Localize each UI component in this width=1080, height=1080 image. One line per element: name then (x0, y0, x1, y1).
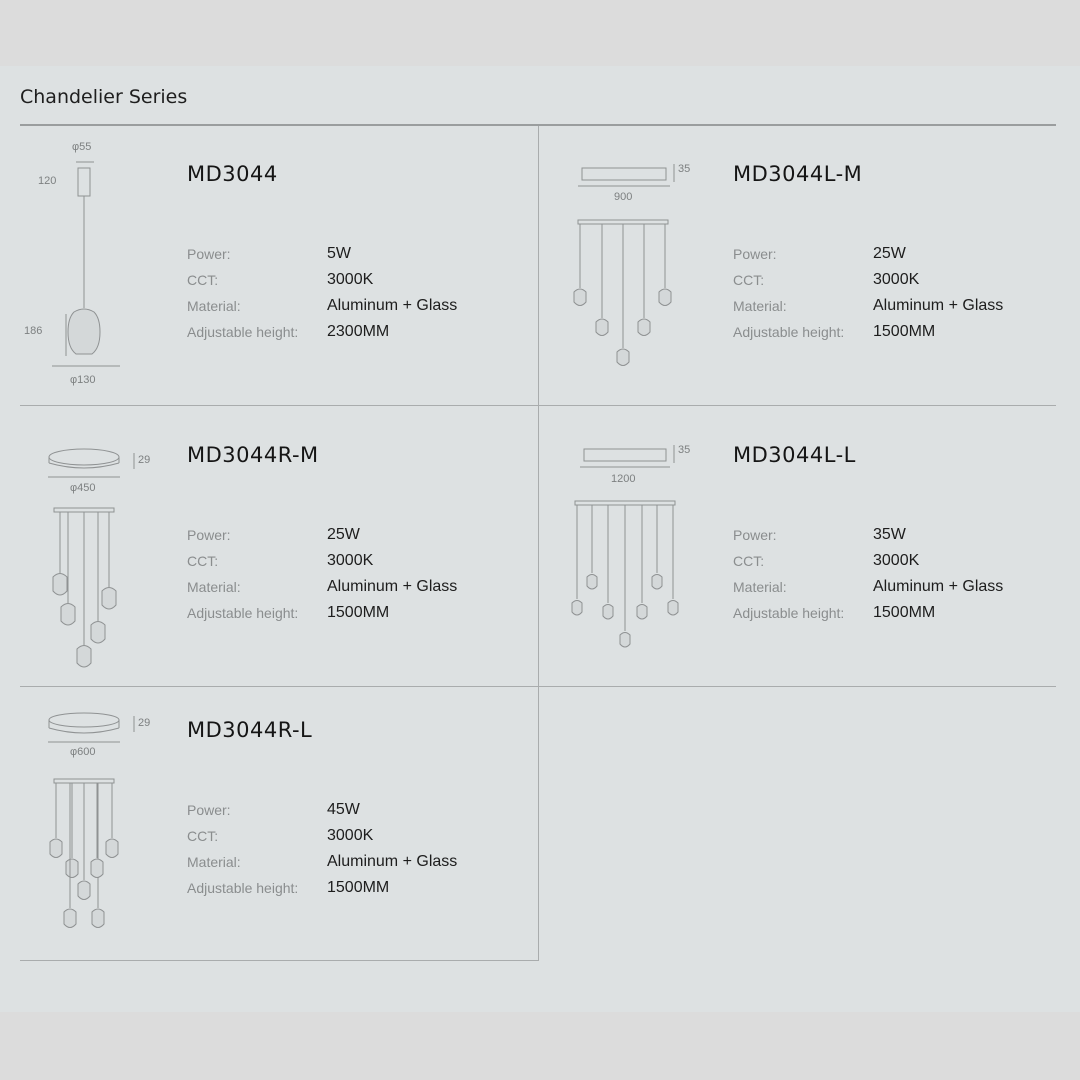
spec-label: Adjustable height: (733, 324, 845, 340)
spec-value: Aluminum + Glass (327, 578, 458, 595)
spec-label: Power: (733, 527, 777, 543)
shade-height-label: 186 (24, 325, 43, 337)
spec-label: Material: (733, 298, 787, 314)
product-card-md3044r-m (20, 407, 538, 687)
spec-value: 3000K (873, 552, 920, 569)
length-label: 900 (614, 191, 633, 203)
spec-label: Material: (187, 579, 241, 595)
product-model: MD3044L-L (733, 443, 856, 467)
product-model: MD3044R-L (187, 718, 313, 742)
product-card-md3044 (20, 126, 538, 406)
thickness-label: 35 (678, 163, 691, 175)
spec-label: Adjustable height: (187, 880, 299, 896)
product-card-md3044l-l (566, 407, 1080, 687)
spec-label: Material: (733, 579, 787, 595)
page-title: Chandelier Series (20, 86, 188, 108)
thickness-label: 29 (138, 717, 151, 729)
spec-label: CCT: (733, 553, 765, 569)
spec-value: 2300MM (327, 323, 390, 340)
spec-value: 1500MM (327, 879, 390, 896)
spec-value: 3000K (873, 271, 920, 288)
top-diameter-label: φ55 (72, 141, 92, 153)
spec-label: CCT: (187, 272, 219, 288)
spec-label: CCT: (187, 828, 219, 844)
spec-value: 45W (327, 801, 360, 818)
linear-5-pendant-drawing (566, 126, 706, 376)
spec-label: Adjustable height: (187, 605, 299, 621)
spec-label: CCT: (733, 272, 765, 288)
spec-label: Adjustable height: (733, 605, 845, 621)
spec-value: 25W (873, 245, 906, 262)
spec-label: Adjustable height: (187, 324, 299, 340)
thickness-label: 35 (678, 444, 691, 456)
diameter-label: φ600 (70, 746, 96, 758)
product-model: MD3044L-M (733, 162, 863, 186)
product-model: MD3044R-M (187, 443, 319, 467)
spec-value: 1500MM (873, 604, 936, 621)
spec-label: Power: (187, 802, 231, 818)
spec-value: Aluminum + Glass (327, 297, 458, 314)
spec-value: 35W (873, 526, 906, 543)
linear-7-pendant-drawing (566, 407, 706, 657)
spec-value: 3000K (327, 827, 374, 844)
spec-value: 3000K (327, 552, 374, 569)
single-pendant-drawing (20, 126, 150, 396)
spec-label: Material: (187, 854, 241, 870)
spec-label: Power: (187, 246, 231, 262)
spec-value: 5W (327, 245, 351, 262)
spec-value: 25W (327, 526, 360, 543)
spec-label: CCT: (187, 553, 219, 569)
canopy-height-label: 120 (38, 175, 57, 187)
length-label: 1200 (611, 473, 636, 485)
column-divider (538, 126, 539, 961)
spec-value: Aluminum + Glass (873, 297, 1004, 314)
round-8-pendant-drawing (20, 688, 160, 950)
spec-label: Power: (187, 527, 231, 543)
shade-diameter-label: φ130 (70, 374, 96, 386)
spec-label: Material: (187, 298, 241, 314)
product-model: MD3044 (187, 162, 278, 186)
round-5-pendant-drawing (20, 407, 160, 677)
spec-value: Aluminum + Glass (327, 853, 458, 870)
product-card-md3044r-l (20, 688, 538, 968)
spec-value: 1500MM (327, 604, 390, 621)
spec-value: 3000K (327, 271, 374, 288)
thickness-label: 29 (138, 454, 151, 466)
product-card-md3044l-m (566, 126, 1080, 406)
diameter-label: φ450 (70, 482, 96, 494)
spec-label: Power: (733, 246, 777, 262)
spec-value: Aluminum + Glass (873, 578, 1004, 595)
spec-value: 1500MM (873, 323, 936, 340)
